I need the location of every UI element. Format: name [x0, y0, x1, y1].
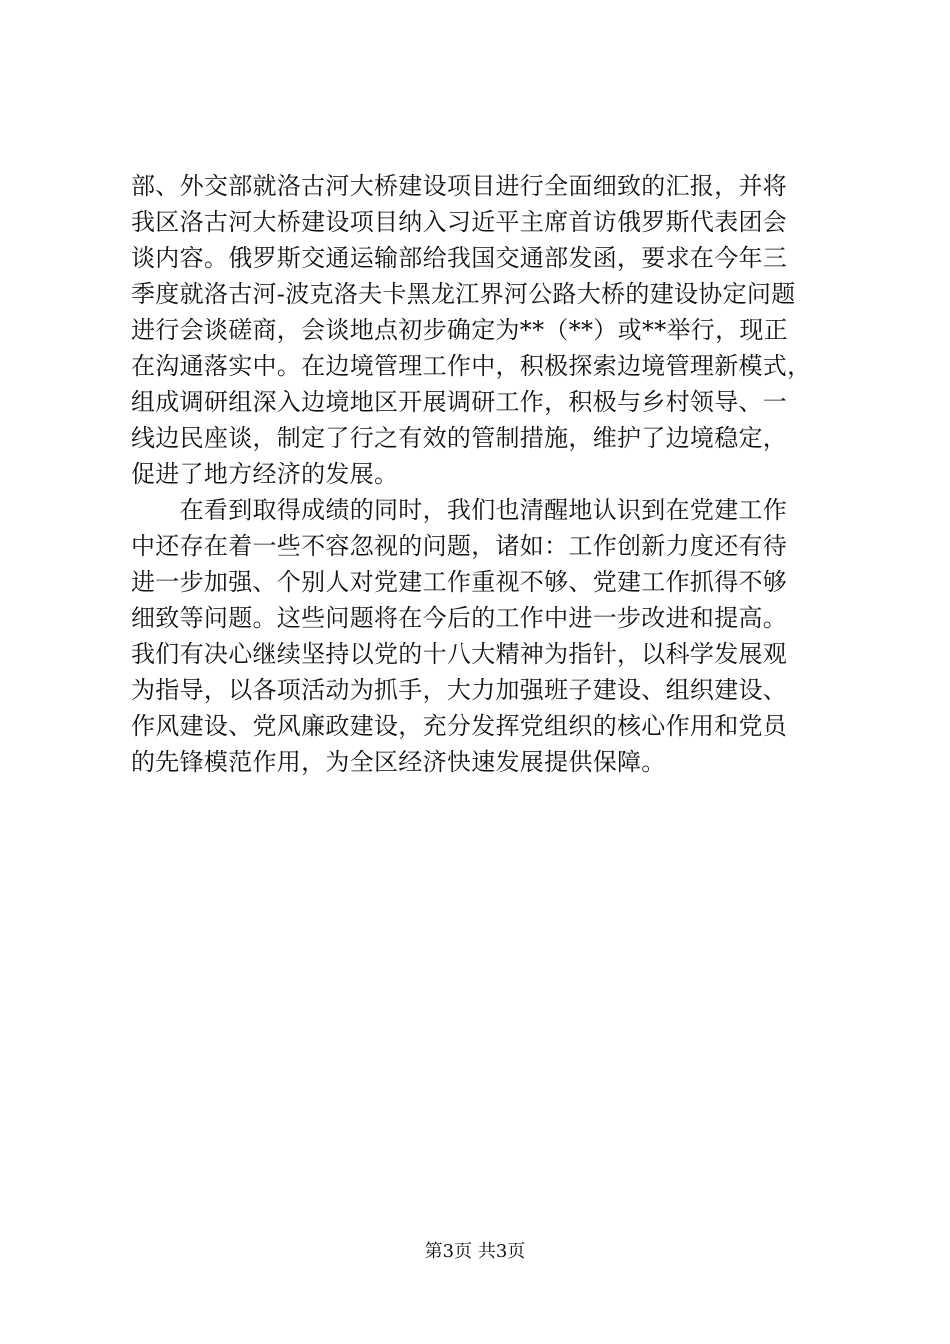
text-line: 为指导，以各项活动为抓手，大力加强班子建设、组织建设、 — [131, 676, 788, 704]
text-line: 部、外交部就洛古河大桥建设项目进行全面细致的汇报，并将 — [131, 172, 788, 200]
text-line: 我区洛古河大桥建设项目纳入习近平主席首访俄罗斯代表团会 — [131, 208, 788, 236]
text-line: 中还存在着一些不容忽视的问题，诸如：工作创新力度还有待 — [131, 532, 788, 560]
body-text — [131, 168, 849, 780]
text-line: 促进了地方经济的发展。 — [131, 460, 399, 488]
text-line: 进行会谈磋商，会谈地点初步确定为**（**）或**举行，现正 — [131, 316, 788, 344]
text-line: 季度就洛古河-波克洛夫卡黑龙江界河公路大桥的建设协定问题 — [131, 280, 796, 308]
text-line: 作风建设、党风廉政建设，充分发挥党组织的核心作用和党员 — [131, 712, 788, 740]
text-line: 进一步加强、个别人对党建工作重视不够、党建工作抓得不够 — [131, 568, 788, 596]
text-line: 线边民座谈，制定了行之有效的管制措施，维护了边境稳定， — [131, 424, 788, 452]
text-line: 的先锋模范作用，为全区经济快速发展提供保障。 — [131, 748, 666, 776]
text-line: 在沟通落实中。在边境管理工作中，积极探索边境管理新模式， — [131, 352, 812, 380]
text-line: 谈内容。俄罗斯交通运输部给我国交通部发函，要求在今年三 — [131, 244, 788, 272]
text-line: 在看到取得成绩的同时，我们也清醒地认识到在党建工作 — [131, 496, 788, 524]
text-line: 我们有决心继续坚持以党的十八大精神为指针，以科学发展观 — [131, 640, 788, 668]
text-line: 组成调研组深入边境地区开展调研工作，积极与乡村领导、一 — [131, 388, 788, 416]
page-footer: 第3页 共3页 — [424, 1241, 526, 1262]
text-line: 细致等问题。这些问题将在今后的工作中进一步改进和提高。 — [131, 604, 788, 632]
